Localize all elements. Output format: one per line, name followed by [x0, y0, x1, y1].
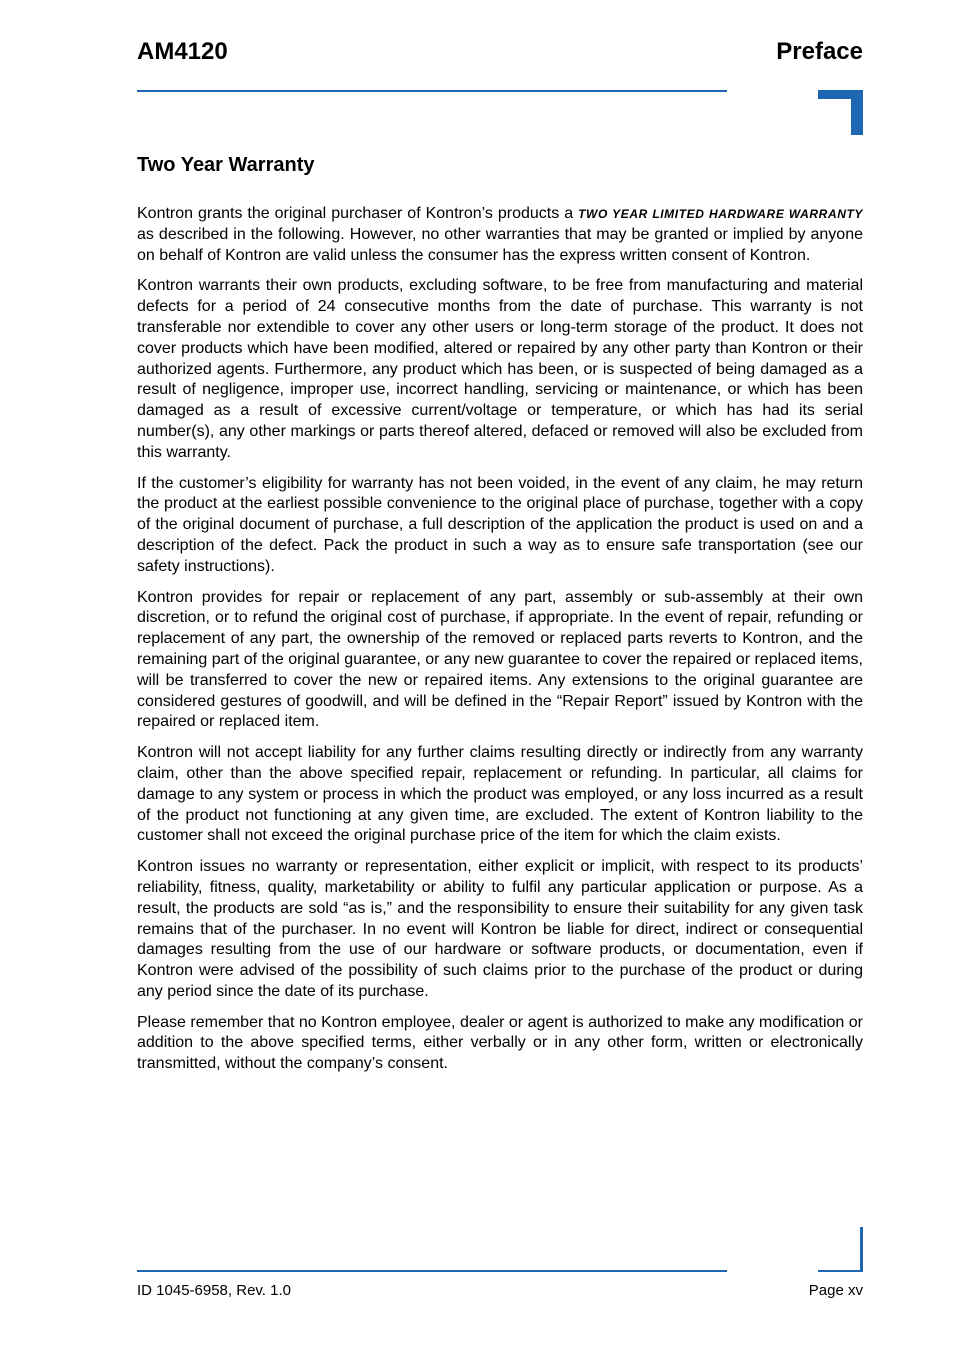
- paragraph-1: Kontron grants the original purchaser of Kontron’s products a TWO YEAR LIMITED HARDWARE WARRANTY as described in the following. However, no other warranties that may be granted or implied by anyone on behalf of Kontron are valid unless the consumer has the express written consent of Kontron.: [137, 205, 864, 264]
- header-section: Preface: [776, 38, 863, 65]
- header-corner-mark: [818, 90, 863, 135]
- paragraph-5: Kontron will not accept liability for any further claims resulting directly or indirectly from any warranty claim, other than the above specified repair, replacement or refunding. In particular, all claims for damage to any system or process in which the product was employed, or any loss incurred as a result of the product not functioning at any given time, are excluded. The extent of Kontron liability to the customer shall not exceed the original purchase price of the item for which the claim exists.: [137, 744, 863, 845]
- footer-corner-mark: [860, 1227, 863, 1272]
- paragraph-3: If the customer’s eligibility for warranty has not been voided, in the event of any claim, he may return the product at the earliest possible convenience to the original place of purchase, together with a copy of the original document of purchase, a full description of the application the product is used on and a description of the defect. Pack the product in such a way as to ensure safe transportation (see our safety instructions).: [137, 474, 863, 575]
- warranty-body: [137, 204, 863, 1085]
- paragraph-4: Kontron provides for repair or replacement of any part, assembly or sub-assembly at their own discretion, or to refund the original cost of purchase, if appropriate. In the event of repair, refunding or replacement of any part, the ownership of the removed or replaced parts reverts to Kontron, and the remaining part of the original guarantee, or any new guarantee to cover the repaired or replaced items, will be transferred to cover the new or repaired items. Any extensions to the original guarantee are considered gestures of goodwill, and will be defined in the “Repair Report” issued by Kontron with the repaired or replaced item.: [137, 588, 863, 731]
- paragraph-6: Kontron issues no warranty or representation, either explicit or implicit, with respect to its products’ reliability, fitness, quality, marketability or ability to fulfil any particular application or purpose. As a result, the products are sold “as is,” and the responsibility to ensure their suitability for any given task remains that of the purchaser. In no event will Kontron be liable for direct, indirect or consequential damages resulting from the use of our hardware or software products, or documentation, even if Kontron were advised of the possibility of such claims prior to the purchase of the product or during any period since the date of its purchase.: [137, 858, 863, 1000]
- header-product: AM4120: [137, 38, 228, 65]
- footer-corner-base: [818, 1270, 863, 1272]
- footer-doc-id: ID 1045-6958, Rev. 1.0: [137, 1282, 291, 1299]
- section-title: Two Year Warranty: [137, 154, 315, 176]
- footer-page-number: Page xv: [808, 1282, 863, 1299]
- header-rule: [137, 90, 727, 92]
- paragraph-7: Please remember that no Kontron employee, dealer or agent is authorized to make any modification or addition to the above specified terms, either verbally or in any other form, written or electronically transmitted, without the company’s consent.: [137, 1013, 863, 1073]
- footer-rule: [137, 1270, 727, 1272]
- paragraph-2: Kontron warrants their own products, excluding software, to be free from manufacturing and material defects for a period of 24 consecutive months from the date of purchase. This warranty is not transferable nor extendible to cover any other users or long-term storage of the product. It does not cover products which have been modified, altered or repaired by any other party than Kontron or their authorized agents. Furthermore, any product which has been, or is suspected of being damaged as a result of negligence, improper use, incorrect handling, servicing or maintenance, or which has been damaged as a result of excessive current/voltage or temperature, or which has had its serial number(s), any other markings or parts thereof altered, defaced or removed will also be excluded from this warranty.: [137, 277, 863, 461]
- warranty-emphasis: TWO YEAR LIMITED HARDWARE WARRANTY: [578, 207, 864, 221]
